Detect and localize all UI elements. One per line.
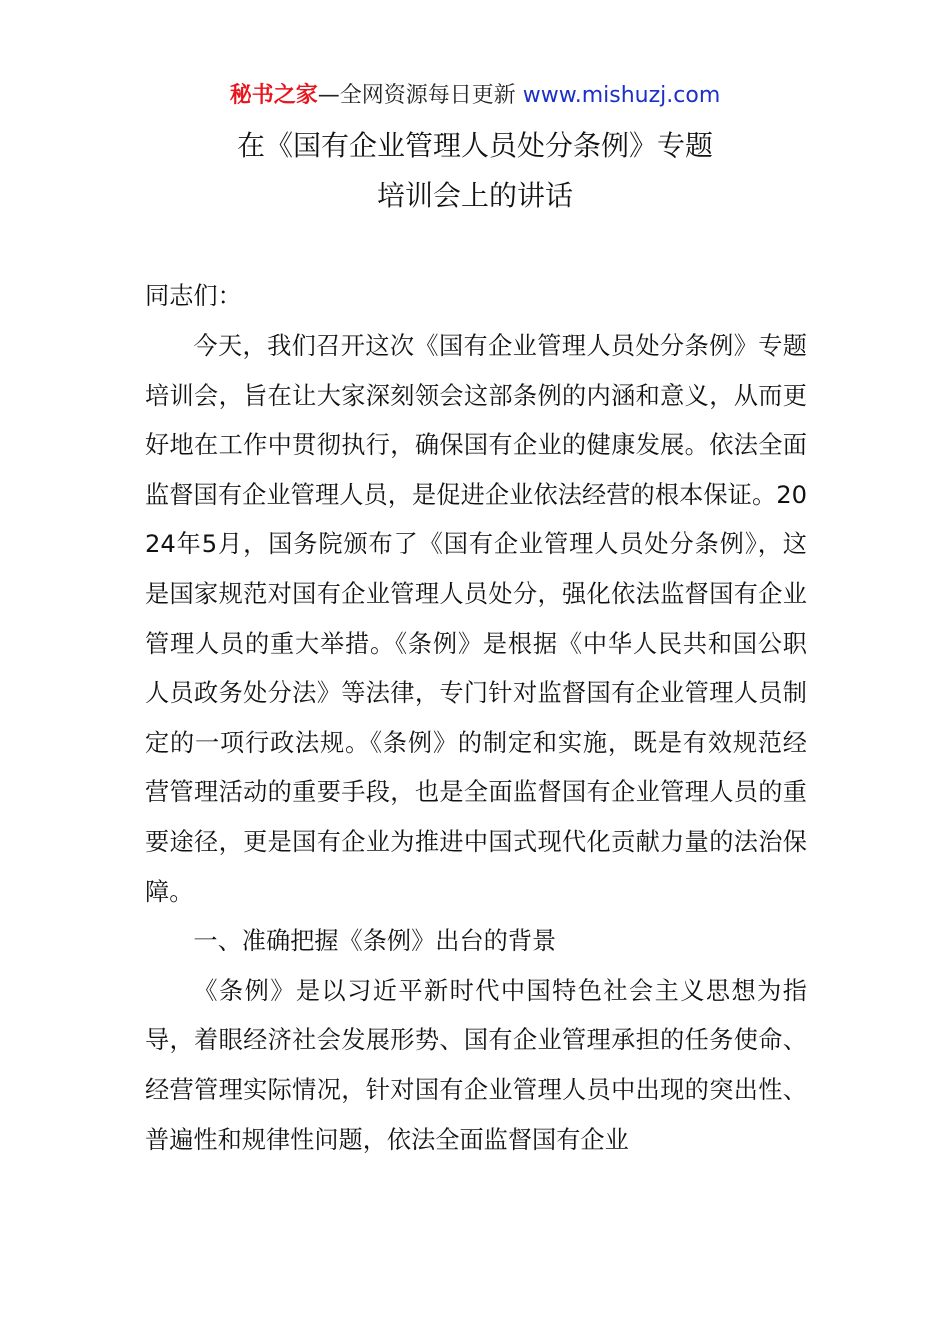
section-heading-1: 一、准确把握《条例》出台的背景: [193, 927, 557, 956]
document-title-line-2: 培训会上的讲话: [376, 179, 573, 212]
intro-paragraph: 今天，我们召开这次《国有企业管理人员处分条例》专题培训会，旨在让大家深刻领会这部条例的内涵和意义，从而更好地在工作中贯彻执行，确保国有企业的健康发展。依法全面监督国有企业管理人员，是促进企业依法经营的根本保证。2024年5月，国务院颁布了《国有企业管理人员处分条例》，这是国家规范对国有企业管理人员处分，强化依法监督国有企业管理人员的重大举措。《条例》是根据《中华人民共和国公职人员政务处分法》等法律，专门针对监督国有企业管理人员制定的一项行政法规。《条例》的制定和实施，既是有效规范经营管理活动的重要手段，也是全面监督国有企业管理人员的重要途径，更是国有企业为推进中国式现代化贡献力量的法治保障。: [145, 332, 807, 906]
document-body: [145, 322, 807, 1165]
watermark-url: www.mishuzj.com: [522, 83, 721, 108]
document-title-line-1: 在《国有企业管理人员处分条例》专题: [236, 129, 713, 162]
section-1-paragraph: 《条例》是以习近平新时代中国特色社会主义思想为指导，着眼经济社会发展形势、国有企业管理承担的任务使命、经营管理实际情况，针对国有企业管理人员中出现的突出性、普遍性和规律性问题，依法全面监督国有企业: [145, 976, 807, 1154]
site-watermark: [0, 80, 950, 112]
watermark-brand: 秘书之家: [229, 83, 318, 108]
salutation: 同志们：: [145, 282, 242, 310]
watermark-tagline: —全网资源每日更新: [317, 83, 516, 108]
